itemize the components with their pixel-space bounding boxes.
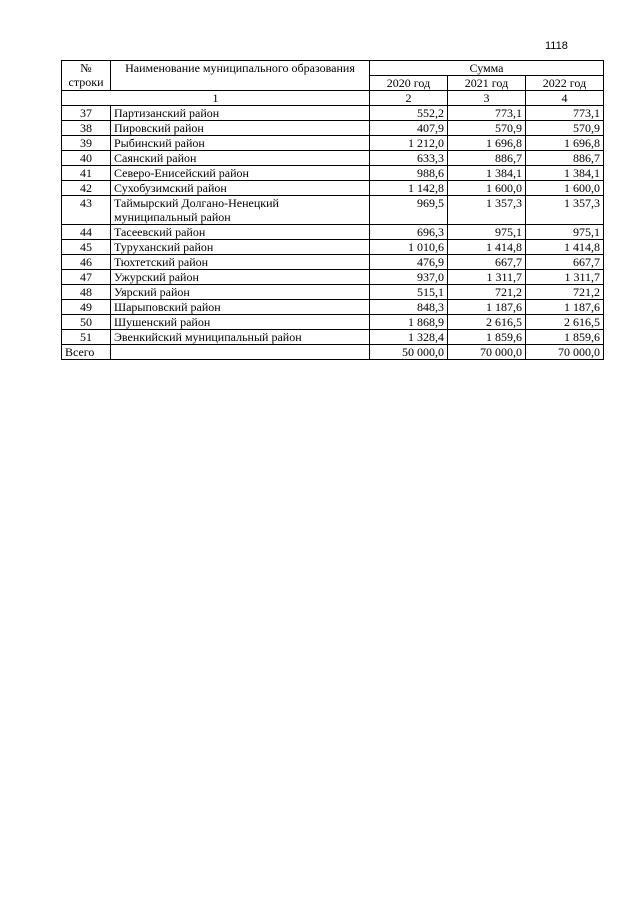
value-2022: 1 311,7 [526, 270, 604, 285]
value-2022: 1 600,0 [526, 181, 604, 196]
value-2020: 1 212,0 [370, 136, 448, 151]
row-number: 48 [62, 285, 111, 300]
municipality-name: Ужурский район [111, 270, 370, 285]
value-2020: 515,1 [370, 285, 448, 300]
table-row [62, 166, 604, 181]
table-row [62, 240, 604, 255]
municipality-name: Эвенкийский муниципальный район [111, 330, 370, 345]
row-number: 47 [62, 270, 111, 285]
table-row [62, 330, 604, 345]
value-2022: 2 616,5 [526, 315, 604, 330]
table-row [62, 151, 604, 166]
value-2021: 667,7 [448, 255, 526, 270]
row-number: 49 [62, 300, 111, 315]
total-blank-cell [111, 345, 370, 360]
value-2021: 721,2 [448, 285, 526, 300]
value-2021: 1 859,6 [448, 330, 526, 345]
page-number: 1118 [545, 40, 568, 52]
table-row [62, 181, 604, 196]
value-2021: 2 616,5 [448, 315, 526, 330]
value-2022: 1 859,6 [526, 330, 604, 345]
value-2020: 1 142,8 [370, 181, 448, 196]
row-number: 37 [62, 106, 111, 121]
row-number: 43 [62, 196, 111, 225]
column-index: 1 [62, 91, 370, 106]
total-row [62, 345, 604, 360]
value-2022: 1 384,1 [526, 166, 604, 181]
total-2022: 70 000,0 [526, 345, 604, 360]
municipality-name: Партизанский район [111, 106, 370, 121]
table-row [62, 106, 604, 121]
value-2021: 1 311,7 [448, 270, 526, 285]
table-row [62, 285, 604, 300]
header-no-symbol: № [80, 61, 92, 75]
table-row [62, 136, 604, 151]
municipality-name: Северо-Енисейский район [111, 166, 370, 181]
value-2022: 773,1 [526, 106, 604, 121]
value-2022: 886,7 [526, 151, 604, 166]
municipality-name-line-1: Таймырский Долгано-Ненецкий [114, 196, 279, 210]
municipality-name-line-2: муниципальный район [114, 210, 231, 224]
header-row-number [62, 61, 111, 91]
row-number: 50 [62, 315, 111, 330]
header-year-2021: 2021 год [448, 76, 526, 91]
value-2022: 667,7 [526, 255, 604, 270]
value-2021: 1 696,8 [448, 136, 526, 151]
row-number: 45 [62, 240, 111, 255]
row-number: 51 [62, 330, 111, 345]
table-row [62, 255, 604, 270]
column-index: 3 [448, 91, 526, 106]
budget-table [61, 60, 604, 360]
value-2020: 633,3 [370, 151, 448, 166]
value-2022: 1 696,8 [526, 136, 604, 151]
value-2021: 1 600,0 [448, 181, 526, 196]
row-number: 38 [62, 121, 111, 136]
value-2020: 988,6 [370, 166, 448, 181]
value-2022: 1 414,8 [526, 240, 604, 255]
row-number: 40 [62, 151, 111, 166]
table-row [62, 300, 604, 315]
table-row [62, 196, 604, 225]
municipality-name: Туруханский район [111, 240, 370, 255]
table-row [62, 315, 604, 330]
header-sum: Сумма [370, 61, 604, 76]
value-2021: 773,1 [448, 106, 526, 121]
value-2022: 975,1 [526, 225, 604, 240]
row-number: 41 [62, 166, 111, 181]
row-number: 39 [62, 136, 111, 151]
value-2022: 1 187,6 [526, 300, 604, 315]
value-2021: 570,9 [448, 121, 526, 136]
total-2021: 70 000,0 [448, 345, 526, 360]
table-row [62, 121, 604, 136]
value-2020: 1 868,9 [370, 315, 448, 330]
table-row [62, 270, 604, 285]
municipality-name: Шушенский район [111, 315, 370, 330]
column-index: 2 [370, 91, 448, 106]
value-2021: 1 384,1 [448, 166, 526, 181]
header-year-2022: 2022 год [526, 76, 604, 91]
row-number: 46 [62, 255, 111, 270]
municipality-name: Пировский район [111, 121, 370, 136]
value-2022: 570,9 [526, 121, 604, 136]
municipality-name: Сухобузимский район [111, 181, 370, 196]
municipality-name: Тасеевский район [111, 225, 370, 240]
value-2022: 721,2 [526, 285, 604, 300]
municipality-name: Шарыповский район [111, 300, 370, 315]
municipality-name: Тюхтетский район [111, 255, 370, 270]
value-2020: 407,9 [370, 121, 448, 136]
value-2021: 1 414,8 [448, 240, 526, 255]
value-2021: 1 357,3 [448, 196, 526, 225]
row-number: 44 [62, 225, 111, 240]
value-2022: 1 357,3 [526, 196, 604, 225]
table-row [62, 225, 604, 240]
column-index: 4 [526, 91, 604, 106]
total-2020: 50 000,0 [370, 345, 448, 360]
value-2020: 476,9 [370, 255, 448, 270]
header-no-label: строки [68, 75, 104, 89]
header-year-2020: 2020 год [370, 76, 448, 91]
municipality-name [111, 196, 370, 225]
value-2020: 969,5 [370, 196, 448, 225]
value-2020: 1 328,4 [370, 330, 448, 345]
total-label: Всего [62, 345, 111, 360]
header-municipality-name: Наименование муниципального образования [111, 61, 370, 91]
municipality-name: Уярский район [111, 285, 370, 300]
value-2020: 937,0 [370, 270, 448, 285]
municipality-name: Рыбинский район [111, 136, 370, 151]
municipality-name: Саянский район [111, 151, 370, 166]
value-2021: 1 187,6 [448, 300, 526, 315]
value-2021: 886,7 [448, 151, 526, 166]
column-index-row [62, 91, 604, 106]
value-2020: 552,2 [370, 106, 448, 121]
value-2020: 696,3 [370, 225, 448, 240]
value-2020: 848,3 [370, 300, 448, 315]
value-2021: 975,1 [448, 225, 526, 240]
value-2020: 1 010,6 [370, 240, 448, 255]
row-number: 42 [62, 181, 111, 196]
